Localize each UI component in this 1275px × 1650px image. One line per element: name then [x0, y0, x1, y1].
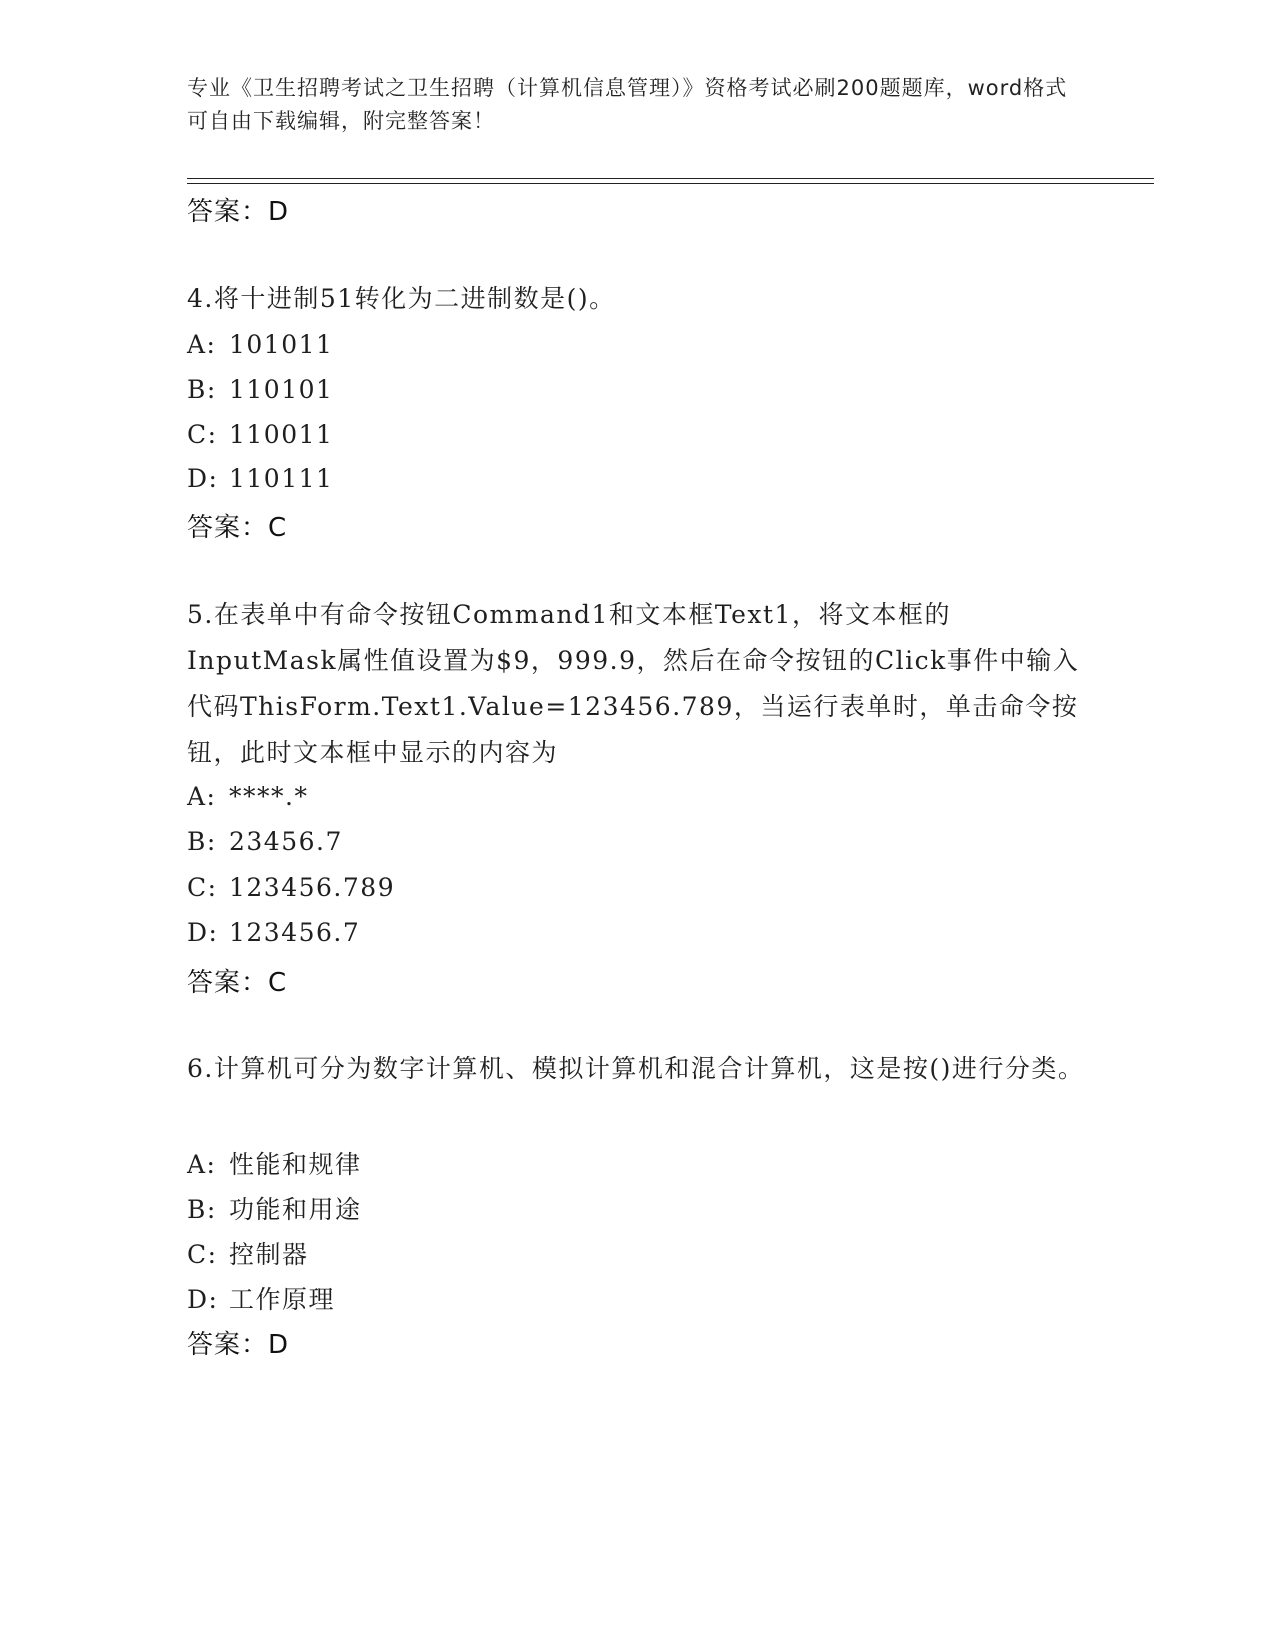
- question-6-stem: 6.计算机可分为数字计算机、模拟计算机和混合计算机，这是按()进行分类。: [187, 1054, 1085, 1083]
- document-header: 专业《卫生招聘考试之卫生招聘（计算机信息管理）》资格考试必刷200题题库，word格式可自由下载编辑，附完整答案！: [187, 76, 1068, 133]
- question-4-option-c: [187, 420, 333, 449]
- option-text: 101011: [229, 330, 334, 359]
- option-text: 控制器: [229, 1240, 309, 1269]
- option-text: 性能和规律: [229, 1150, 362, 1179]
- option-text: 功能和用途: [229, 1195, 362, 1224]
- question-4-option-b: [187, 375, 333, 404]
- question-4-stem: 4.将十进制51转化为二进制数是()。: [187, 284, 616, 313]
- question-5-stem: 5.在表单中有命令按钮Command1和文本框Text1，将文本框的InputMask属性值设置为$9，999.9，然后在命令按钮的Click事件中输入代码ThisForm.Text1.Value=123456.789，当运行表单时，单击命令按钮，此时文本框中显示的内容为: [187, 600, 1080, 767]
- question-5-option-c: [187, 873, 395, 902]
- answer-previous: 答案：D: [187, 197, 290, 227]
- question-6-option-c: [187, 1235, 309, 1271]
- option-text: 123456.7: [229, 918, 361, 947]
- option-key: B:: [187, 375, 217, 404]
- question-4-option-d: [187, 464, 333, 493]
- option-text: 110101: [229, 375, 334, 404]
- header-divider-bottom: [187, 183, 1154, 184]
- option-text: 110011: [229, 420, 334, 449]
- option-key: C:: [187, 420, 218, 449]
- question-5-answer: 答案：C: [187, 968, 288, 998]
- option-key: D:: [187, 464, 219, 493]
- option-text: 110111: [229, 464, 334, 493]
- question-6-option-d: [187, 1280, 335, 1316]
- question-5-option-d: [187, 918, 360, 947]
- option-key: B:: [187, 1195, 217, 1224]
- header-divider-top: [187, 178, 1154, 179]
- question-6-answer: 答案：D: [187, 1330, 290, 1360]
- option-key: C:: [187, 873, 218, 902]
- question-5-option-a: [187, 782, 308, 811]
- option-key: D:: [187, 1285, 219, 1314]
- option-text: ****.*: [229, 782, 309, 811]
- option-key: C:: [187, 1240, 218, 1269]
- option-key: A:: [187, 782, 217, 811]
- question-6-option-b: [187, 1190, 362, 1226]
- question-4-option-a: [187, 330, 333, 359]
- option-key: B:: [187, 827, 217, 856]
- option-text: 123456.789: [229, 873, 396, 902]
- option-text: 工作原理: [229, 1285, 336, 1314]
- option-key: D:: [187, 918, 219, 947]
- option-text: 23456.7: [229, 827, 343, 856]
- option-key: A:: [187, 330, 217, 359]
- question-6-option-a: [187, 1145, 362, 1181]
- question-4-answer: 答案：C: [187, 513, 288, 543]
- option-key: A:: [187, 1150, 217, 1179]
- question-5-option-b: [187, 827, 343, 856]
